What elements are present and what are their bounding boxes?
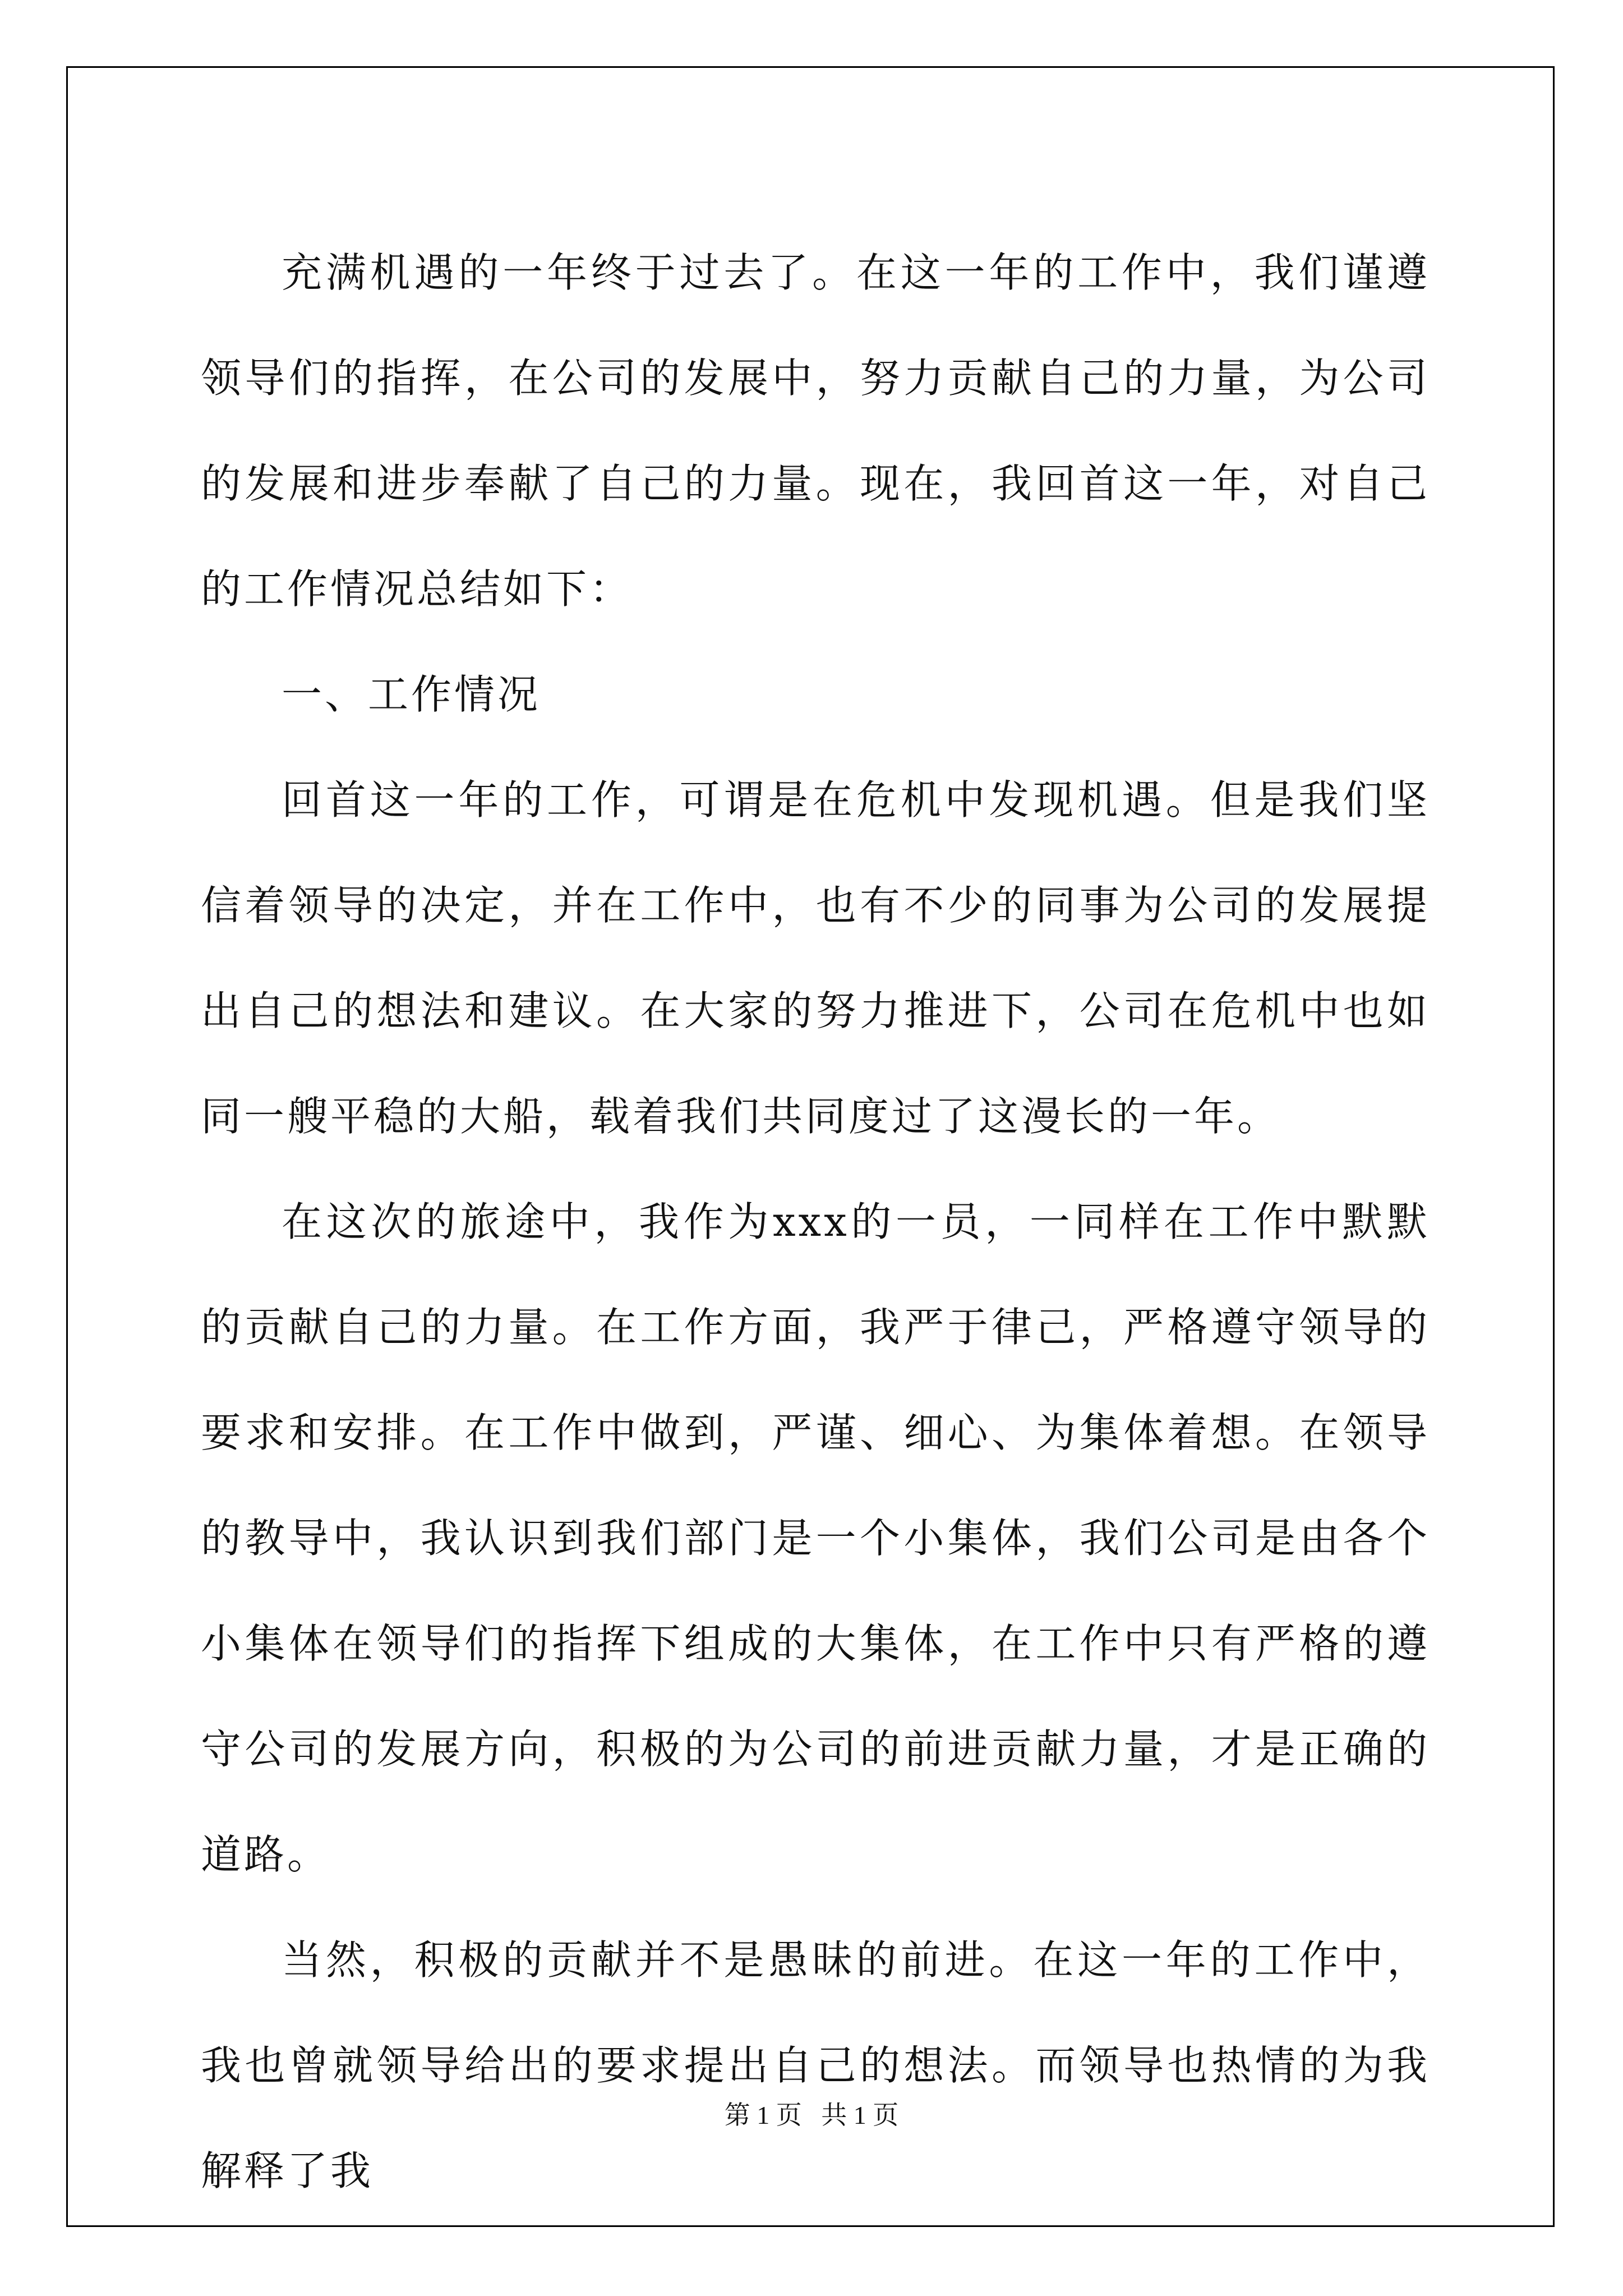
- page-footer: 第 1 页 共 1 页: [724, 2101, 899, 2129]
- paragraph-intro: 充满机遇的一年终于过去了。在这一年的工作中，我们谨遵领导们的指挥，在公司的发展中，努力贡献自己的力量，为公司的发展和进步奉献了自己的力量。现在，我回首这一年，对自己的工作情况总结如下：: [201, 249, 1430, 613]
- paragraph-review: 回首这一年的工作，可谓是在危机中发现机遇。但是我们坚信着领导的决定，并在工作中，也有不少的同事为公司的发展提出自己的想法和建议。在大家的努力推进下，公司在危机中也如同一艘平稳的大船，载着我们共同度过了这漫长的一年。: [201, 776, 1430, 1140]
- paragraph-suggestions: 当然，积极的贡献并不是愚昧的前进。在这一年的工作中，我也曾就领导给出的要求提出自己的想法。而领导也热情的为我解释了我: [201, 1936, 1430, 2194]
- document-body: [201, 220, 1430, 2224]
- section-heading-work-status: 一、工作情况: [282, 671, 541, 718]
- paragraph-contribution: 在这次的旅途中，我作为xxx的一员，一同样在工作中默默的贡献自己的力量。在工作方面，我严于律己，严格遵守领导的要求和安排。在工作中做到，严谨、细心、为集体着想。在领导的教导中，我认识到我们部门是一个小集体，我们公司是由各个小集体在领导们的指挥下组成的大集体，在工作中只有严格的遵守公司的发展方向，积极的为公司的前进贡献力量，才是正确的道路。: [201, 1198, 1430, 1878]
